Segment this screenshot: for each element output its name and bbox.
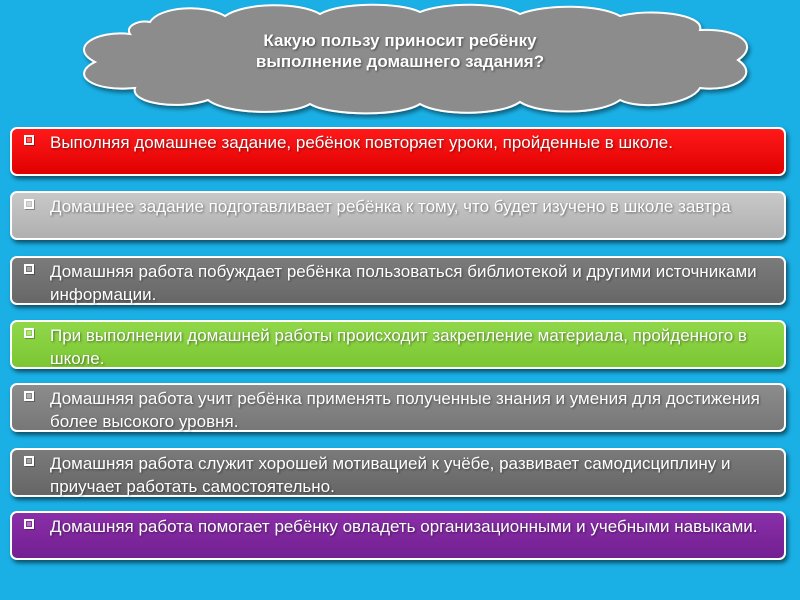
list-item-text: Домашнее задание подготавливает ребёнка к тому, что будет изучено в школе завтра [50, 197, 731, 216]
list-item-text: При выполнении домашней работы происходит закрепление материала, пройденного в школе. [50, 326, 747, 368]
list-item-3 [10, 256, 786, 305]
checkbox-bullet-icon [24, 519, 34, 529]
list-item-5 [10, 383, 786, 432]
list-item-text: Домашняя работа помогает ребёнку овладеть организационными и учебными навыками. [50, 517, 758, 536]
list-item-text: Домашняя работа побуждает ребёнка пользоваться библиотекой и другими источниками информации. [50, 262, 757, 304]
list-item-1 [10, 127, 786, 176]
list-item-7 [10, 511, 786, 560]
list-item-2 [10, 191, 786, 240]
list-item-4 [10, 320, 786, 369]
checkbox-bullet-icon [24, 391, 34, 401]
checkbox-bullet-icon [24, 264, 34, 274]
list-item-text: Выполняя домашнее задание, ребёнок повторяет уроки, пройденные в школе. [50, 133, 673, 152]
checkbox-bullet-icon [24, 328, 34, 338]
page-title [170, 30, 630, 72]
checkbox-bullet-icon [24, 199, 34, 209]
checkbox-bullet-icon [24, 456, 34, 466]
list-item-text: Домашняя работа учит ребёнка применять полученные знания и умения для достижения более высокого уровня. [50, 389, 760, 431]
list-item-6 [10, 448, 786, 497]
page-title-line1: Какую пользу приносит ребёнку [263, 31, 537, 50]
checkbox-bullet-icon [24, 135, 34, 145]
list-item-text: Домашняя работа служит хорошей мотивацией к учёбе, развивает самодисциплину и приучает работать самостоятельно. [50, 454, 731, 496]
page-title-line2: выполнение домашнего задания? [255, 52, 545, 71]
